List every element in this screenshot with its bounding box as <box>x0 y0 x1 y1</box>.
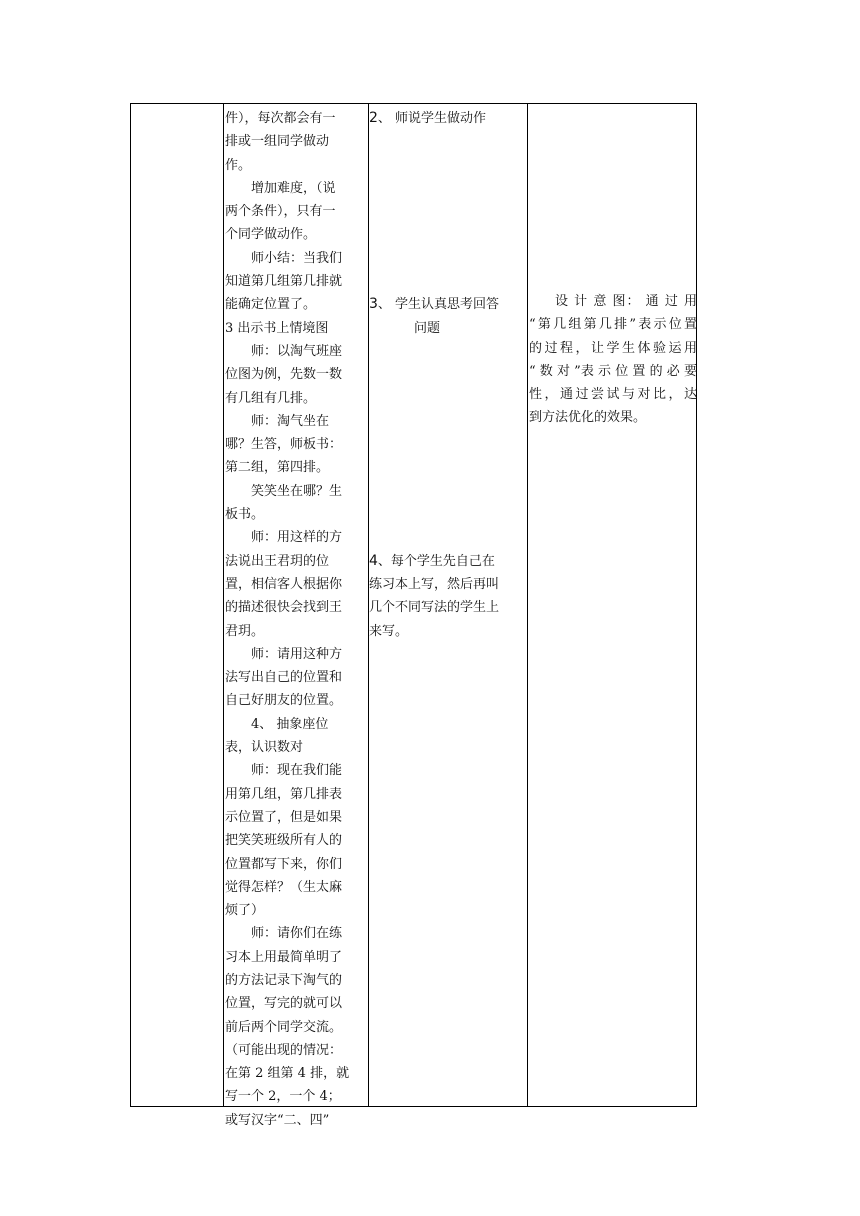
text-line: 表，认识数对 <box>225 740 304 756</box>
text-line: 个同学做动作。 <box>225 227 317 243</box>
text-line: 的方法记录下淘气的 <box>225 972 343 988</box>
text-line: 觉得怎样？（生太麻 <box>225 879 343 895</box>
text-line: 师：现在我们能 <box>251 763 343 779</box>
text-line: 几个不同写法的学生上 <box>369 600 500 616</box>
column-divider-1 <box>223 104 224 1106</box>
text-line: 师：请你们在练 <box>251 926 343 942</box>
text-line: 来写。 <box>369 623 409 639</box>
text-line: 第二组，第四排。 <box>225 460 330 476</box>
text-line: 知道第几组第几排就 <box>225 274 343 290</box>
text-line: 示位置了，但是如果 <box>225 809 343 825</box>
text-line: 两个条件），只有一 <box>225 204 336 220</box>
text-line: 板书。 <box>225 507 265 523</box>
item-number: 2 <box>369 110 378 126</box>
item-number: 3 <box>369 296 378 313</box>
text-line: 的过程，让学生体验运用 <box>529 340 697 356</box>
lesson-plan-table <box>130 103 697 1128</box>
text-line: 笑笑坐在哪？生 <box>251 483 343 499</box>
text-line: 烦了） <box>225 903 265 919</box>
activity-item-2 <box>369 107 527 130</box>
teaching-process-cell <box>225 107 368 1132</box>
text-line: 4、 抽象座位 <box>251 716 329 732</box>
text-line: （可能出现的情况： <box>225 1042 343 1058</box>
text-line: 增加难度，（说 <box>251 180 336 196</box>
text-line: 哪？生答，师板书： <box>225 437 343 453</box>
text-line: 的描述很快会找到王 <box>225 600 343 616</box>
student-activity-cell <box>369 107 527 643</box>
text-line: 把笑笑班级所有人的 <box>225 833 343 849</box>
text-line: 位图为例，先数一数 <box>225 367 343 383</box>
text-line: 法写出自己的位置和 <box>225 670 343 686</box>
item-number: 4 <box>369 552 378 569</box>
text-line: “第几组第几排”表示位置 <box>529 317 697 333</box>
text-line: 用第几组，第几排表 <box>225 786 343 802</box>
text-line: 师：用这样的方 <box>251 530 343 546</box>
text-line: 师小结：当我们 <box>251 250 343 266</box>
text-line: 习本上用最简单明了 <box>225 949 343 965</box>
text-line: 排或一组同学做动 <box>225 134 330 150</box>
text-line: 到方法优化的效果。 <box>529 410 647 426</box>
text-line: 位置，写完的就可以 <box>225 996 343 1012</box>
text-line: 自己好朋友的位置。 <box>225 693 343 709</box>
text-line: 有几组有几排。 <box>225 390 317 406</box>
text-line: 性，通过尝试与对比，达 <box>529 387 697 403</box>
text-line: 师：淘气坐在 <box>251 413 330 429</box>
text-line: 置，相信客人根据你 <box>225 576 343 592</box>
text-line: 在第 2 组第 4 排，就 <box>225 1066 350 1082</box>
text-line: 练习本上写，然后再叫 <box>369 577 500 593</box>
activity-item-3 <box>369 293 527 316</box>
text-line: 设 计 意 图： 通 过 用 <box>555 294 697 309</box>
item-text: 、 学生认真思考回答 <box>377 297 500 313</box>
activity-item-4 <box>369 550 527 573</box>
text-line: 位置都写下来，你们 <box>225 856 343 872</box>
text-line: 能确定位置了。 <box>225 297 317 313</box>
text-line: “ 数 对 ”表 示 位 置 的 必 要 <box>529 363 697 379</box>
text-line: 师：以淘气班座 <box>251 343 343 359</box>
text-line: 法说出王君玥的位 <box>225 553 330 569</box>
text-line: 师：请用这种方 <box>251 646 343 662</box>
design-intent-cell <box>529 290 697 430</box>
text-line: 或写汉字“二、四” <box>225 1112 330 1128</box>
text-line: 3 出示书上情境图 <box>225 320 329 336</box>
item-text: 、 师说学生做动作 <box>377 111 487 126</box>
column-divider-3 <box>527 104 528 1106</box>
text-line: 作。 <box>225 157 252 173</box>
text-line: 件），每次都会有一 <box>225 111 336 126</box>
text-line: 君玥。 <box>225 623 265 639</box>
text-line: 前后两个同学交流。 <box>225 1019 343 1035</box>
text-line: 写一个 2，一个 4； <box>225 1089 341 1105</box>
text-line: 问题 <box>414 320 441 336</box>
item-text: 、每个学生先自己在 <box>377 553 495 569</box>
